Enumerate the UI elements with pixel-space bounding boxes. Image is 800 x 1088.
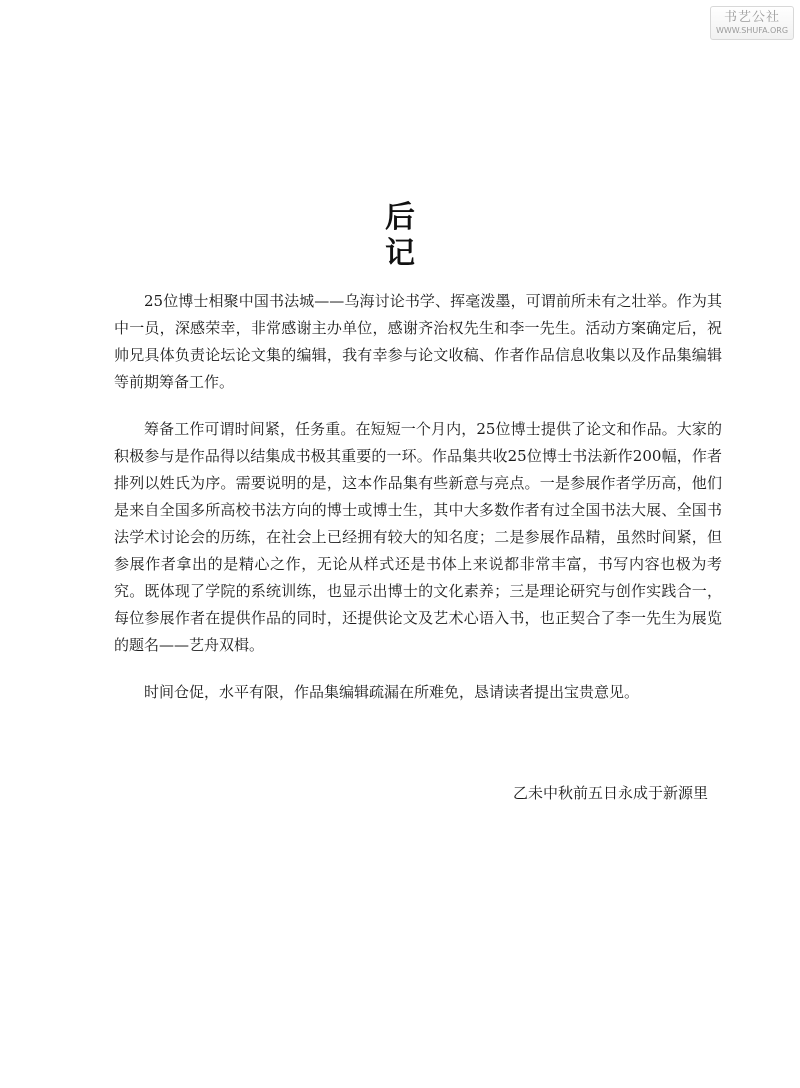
- paragraph-2: 筹备工作可谓时间紧，任务重。在短短一个月内，25位博士提供了论文和作品。大家的积极参与是作品得以结集成书极其重要的一环。作品集共收25位博士书法新作200幅，作者排列以姓氏为序。需要说明的是，这本作品集有些新意与亮点。一是参展作者学历高，他们是来自全国多所高校书法方向的博士或博士生，其中大多数作者有过全国书法大展、全国书法学术讨论会的历练，在社会上已经拥有较大的知名度；二是参展作品精，虽然时间紧，但参展作者拿出的是精心之作，无论从样式还是书体上来说都非常丰富，书写内容也极为考究。既体现了学院的系统训练，也显示出博士的文化素养；三是理论研究与创作实践合一，每位参展作者在提供作品的同时，还提供论文及艺术心语入书，也正契合了李一先生为展览的题名——艺舟双楫。: [114, 420, 722, 654]
- watermark-seal-text: 书艺公社: [723, 10, 780, 25]
- paragraph-3: 时间仓促，水平有限，作品集编辑疏漏在所难免，恳请读者提出宝贵意见。: [144, 683, 640, 701]
- afterword-body: [114, 288, 722, 706]
- page-title: [0, 200, 800, 272]
- site-watermark-logo: [710, 6, 794, 40]
- title-char-1: 后: [385, 200, 415, 235]
- paragraph-1: 25位博士相聚中国书法城——乌海讨论书学、挥毫泼墨，可谓前所未有之壮举。作为其中一员，深感荣幸，非常感谢主办单位，感谢齐治权先生和李一先生。活动方案确定后，祝帅兄具体负责论坛论文集的编辑，我有幸参与论文收稿、作者作品信息收集以及作品集编辑等前期筹备工作。: [114, 292, 722, 391]
- signature-line: 乙未中秋前五日永成于新源里: [512, 784, 708, 802]
- watermark-url: WWW.SHUFA.ORG: [715, 26, 789, 35]
- title-char-2: 记: [385, 236, 415, 271]
